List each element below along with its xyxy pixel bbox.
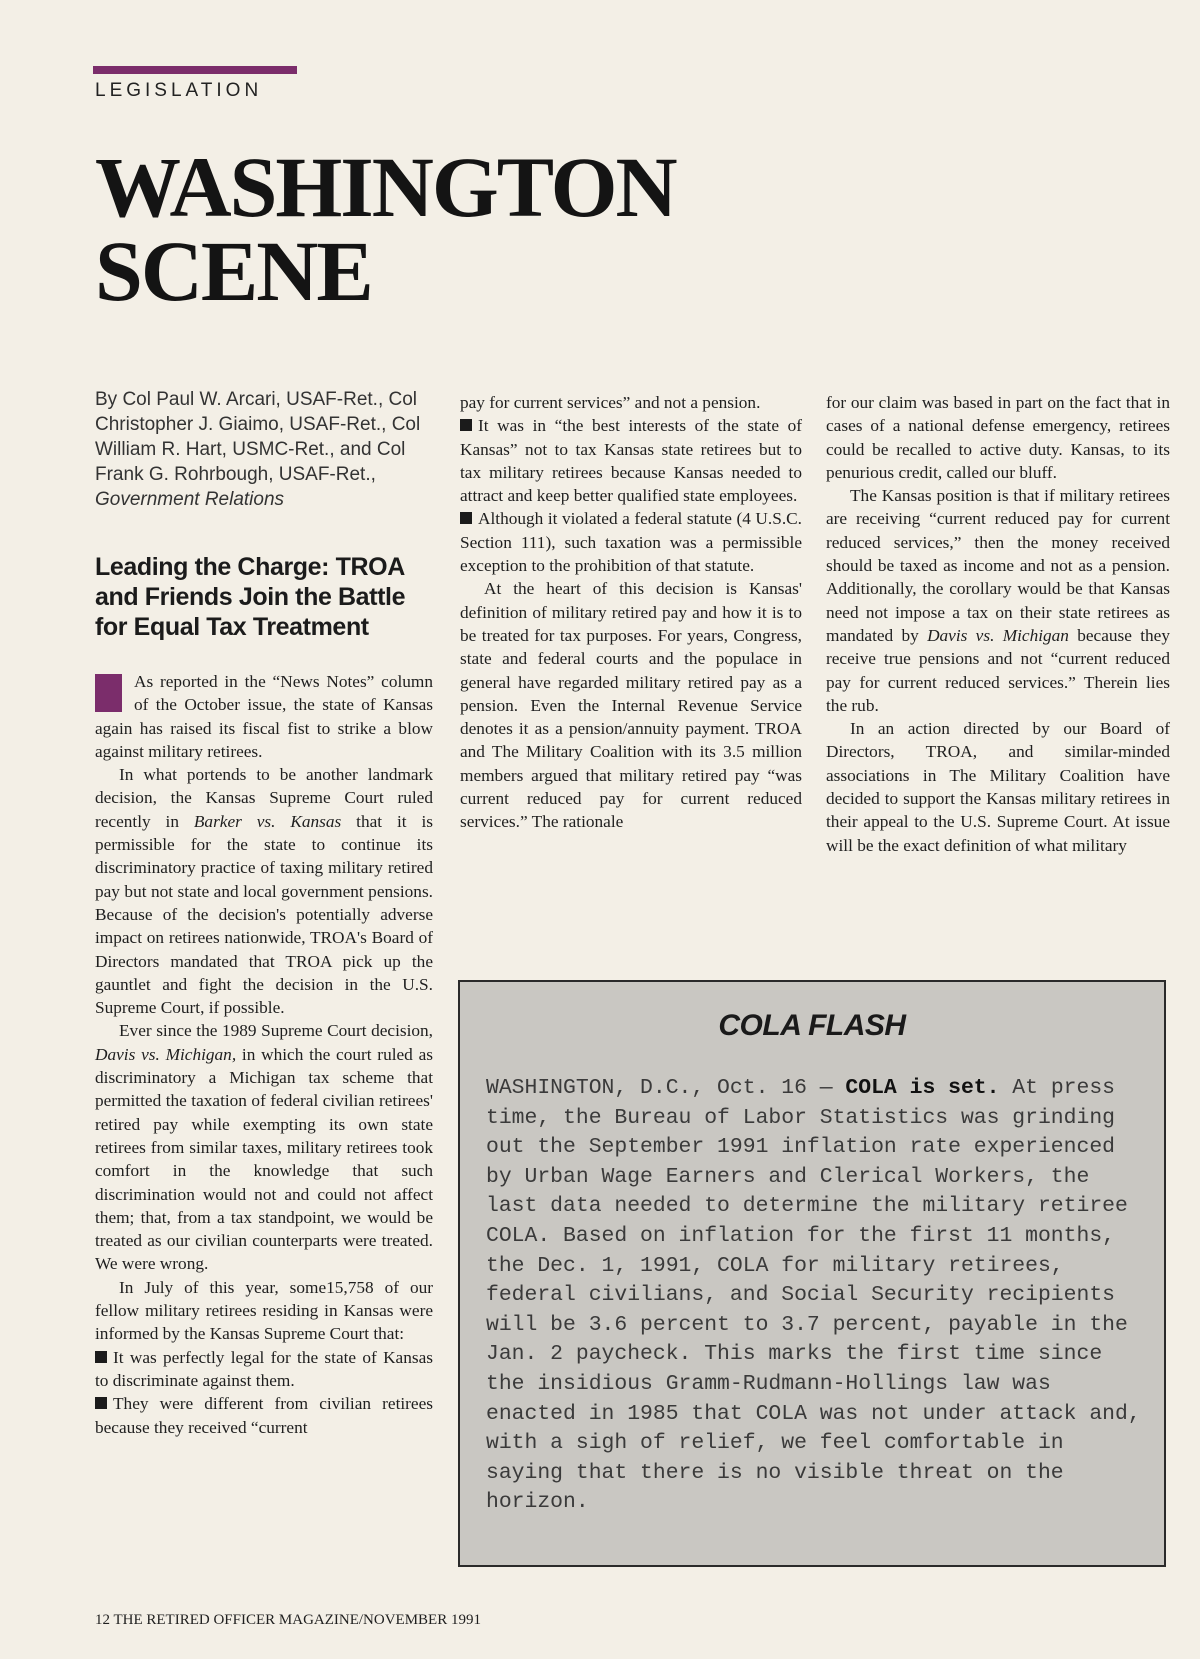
page-footer: 12 THE RETIRED OFFICER MAGAZINE/NOVEMBER 1991 — [95, 1612, 481, 1628]
title-line-2: SCENE — [95, 223, 372, 319]
paragraph-text: Ever since the 1989 Supreme Court decision, — [119, 1021, 433, 1041]
cola-flash-title: COLA FLASH — [718, 1009, 906, 1042]
cola-flash-text: At press time, the Bureau of Labor Statistics was grinding out the September 1991 inflation rate experienced by Urban Wage Earners and Clerical Workers, the last data needed to determine the military retiree COLA. Based on inflation for the first 11 months, the Dec. 1, 1991, COLA for military retirees, federal civilians, and Social Security recipients will be 3.6 percent to 3.7 percent, payable in the Jan. 2 paycheck. This marks the first time since the insidious Gramm-Rudmann-Hollings law was enacted in 1985 that COLA was not under attack and, with a sigh of relief, we feel comfortable in saying that there is no visible threat on the horizon. — [486, 1076, 1141, 1515]
byline-authors: By Col Paul W. Arcari, USAF-Ret., Col Christopher J. Giaimo, USAF-Ret., Col William R. Hart, USMC-Ret., and Col Frank G. Rohrbough, USAF-Ret., — [95, 389, 421, 485]
paragraph-text: The Kansas position is that if military retirees are receiving “current reduced pay for current reduced services,” then the money received should be taxed as income and not as a pension. Additionally, the corollary would be that Kansas need not impose a tax on their state retirees as mandated by — [826, 486, 1170, 645]
case-name: Barker vs. Kansas — [193, 811, 342, 831]
paragraph-text: that it is permissible for the state to continue its discriminatory practice of taxing military retired pay but not state and local government pensions. Because of the decision's potentially adverse impact on retirees nationwide, TROA's Board of Directors mandated that TROA pick up the gauntlet and fight the decision in the U.S. Supreme Court, if possible. — [95, 811, 433, 1018]
paragraph-text: in which the court ruled as discriminatory a Michigan tax scheme that permitted the taxation of federal civilian retirees' retired pay while exempting its own state retirees from similar taxes, military retirees took comfort in the knowledge that such discrimination would not and could not affect them; that, from a tax standpoint, we would be treated as our civilian counterparts were treated. We were wrong. — [95, 1044, 433, 1274]
column-3 — [826, 391, 1170, 857]
bullet-item — [95, 1392, 433, 1439]
paragraph-text: because they receive true pensions and not “current reduced pay for current reduced services.” Therein lies the rub. — [826, 625, 1170, 715]
paragraph-text: In what portends to be another landmark decision, the Kansas Supreme Court ruled recently in — [95, 765, 433, 831]
paragraph-text: As reported in the “News Notes” column of the October issue, the state of Kansas again has raised its fiscal fist to strike a blow against military retirees. — [95, 672, 433, 761]
bullet-square-icon — [460, 512, 472, 524]
bold-lead: COLA is set. — [845, 1076, 1000, 1100]
paragraph: for our claim was based in part on the fact that in cases of a national defense emergency, retirees could be recalled to active duty. Kansas, to its penurious credit, called our bluff. — [826, 393, 1170, 482]
article-headline: Leading the Charge: TROA and Friends Join the Battle for Equal Tax Treatment — [95, 553, 406, 641]
dateline: WASHINGTON, D.C., Oct. 16 — — [486, 1076, 846, 1100]
column-2 — [460, 391, 802, 834]
byline — [95, 387, 425, 512]
paragraph: In an action directed by our Board of Directors, TROA, and similar-minded associations in The Military Coalition have decided to support the Kansas military retirees in their appeal to the U.S. Supreme Court. At issue will be the exact definition of what military — [826, 719, 1170, 855]
paragraph — [95, 1019, 433, 1275]
bullet-text: It was in “the best interests of the state of Kansas” not to tax Kansas state retirees but to tax military retirees because Kansas needed to attract and keep better qualified state employees. — [460, 416, 802, 506]
title-line-1: WASHINGTON — [95, 139, 676, 235]
bullet-square-icon — [95, 1351, 107, 1363]
section-rule — [93, 66, 297, 74]
paragraph — [95, 670, 433, 763]
section-label: LEGISLATION — [95, 80, 263, 101]
case-name: Davis vs. Michigan, — [95, 1044, 237, 1064]
cola-flash-box — [458, 980, 1166, 1567]
bullet-text: It was perfectly legal for the state of Kansas to discriminate against them. — [95, 1347, 433, 1390]
paragraph: pay for current services” and not a pension. — [460, 393, 761, 412]
bullet-square-icon — [460, 419, 472, 431]
paragraph — [95, 763, 433, 1019]
paragraph: At the heart of this decision is Kansas' definition of military retired pay and how it is to be treated for tax purposes. For years, Congress, state and federal courts and the populace in general have regarded military retired pay as a pension. Even the Internal Revenue Service denotes it as a pension/annuity payment. TROA and The Military Coalition with its 3.5 million members argued that military retired pay “was current reduced pay for current reduced services.” The rationale — [460, 579, 802, 832]
bullet-item — [460, 507, 802, 577]
paragraph — [826, 484, 1170, 717]
column-1 — [95, 670, 433, 1439]
cola-flash-body — [486, 1074, 1146, 1518]
bullet-item — [95, 1346, 433, 1393]
bullet-item — [460, 414, 802, 507]
bullet-text: They were different from civilian retirees because they received “current — [95, 1394, 433, 1437]
byline-department: Government Relations — [95, 489, 285, 510]
drop-square-icon — [95, 674, 122, 712]
bullet-square-icon — [95, 1397, 107, 1409]
paragraph: In July of this year, some15,758 of our fellow military retirees residing in Kansas were informed by the Kansas Supreme Court that: — [95, 1277, 433, 1344]
case-name: Davis vs. Michigan — [927, 625, 1069, 645]
bullet-text: Although it violated a federal statute (4 U.S.C. Section 111), such taxation was a permissible exception to the prohibition of that statute. — [460, 509, 802, 576]
page-title — [95, 139, 676, 319]
